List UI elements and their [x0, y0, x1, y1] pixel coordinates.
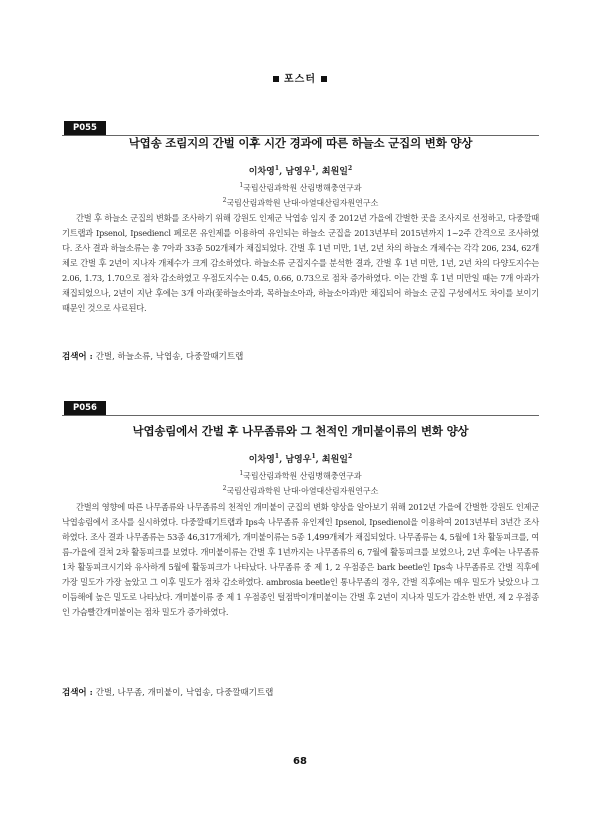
affiliation-sup: 1 — [239, 470, 244, 477]
article-abstract — [62, 211, 539, 316]
article-affiliations — [62, 468, 539, 498]
page-number: 68 — [293, 756, 307, 767]
article-code-badge: P056 — [64, 401, 106, 415]
author-name: 최원일 — [321, 167, 349, 177]
affiliation-text: 국립산림과학원 난대·아열대산림자원연구소 — [226, 486, 379, 496]
affiliation-text: 국립산림과학원 산림병해충연구과 — [243, 471, 362, 481]
affiliation — [62, 180, 539, 195]
author-name: 남영우 — [285, 167, 312, 177]
square-bullet-icon — [273, 76, 279, 82]
article-keywords: 검색어 : 간벌, 나무좀, 개미붙이, 낙엽송, 다중깔때기트랩 — [62, 688, 274, 698]
article-affiliations — [62, 180, 539, 210]
keywords-label: 검색어 — [62, 352, 87, 362]
author-sup: 2 — [348, 453, 353, 460]
keywords-text: 간벌, 하늘소류, 낙엽송, 다중깔때기트랩 — [95, 352, 244, 362]
affiliation-sup: 2 — [222, 485, 227, 493]
article-title: 낙엽송림에서 간벌 후 나무좀류와 그 천적인 개미붙이류의 변화 양상 — [132, 424, 469, 438]
author-name: 이차영 — [248, 455, 275, 465]
author-name: 최원일 — [321, 455, 349, 465]
author-sup: 1 — [311, 165, 316, 172]
affiliation-sup: 2 — [222, 197, 227, 205]
affiliation-text: 국립산림과학원 산림병해충연구과 — [243, 183, 362, 193]
section-header-label: 포스터 — [284, 74, 316, 85]
author-name: 남영우 — [285, 455, 312, 465]
affiliation — [62, 483, 539, 498]
abstract-paragraph: 간벌의 영향에 따른 나무좀류와 나무좀류의 천적인 개미붙이 군집의 변화 양상을 알아보기 위해 2012년 가을에 간벌한 강원도 인제군 낙엽송림에서 조사를 실시하였다. 다중깔때기트랩과 Ips속 나무좀류 유인제인 Ipsenol, Ipsedienol을 이용하여 2013년부터 3년간 조사하였다. 조사 결과 나무좀류는 53종 46,317개체가, 개미붙이류는 5종 1,499개체가 채집되었다. 나무좀류는 4, 5월에 1차 활동피크를, 여름-가을에 걸쳐 2차 활동피크를 보였다. 개미붙이류는 간벌 후 1년까지는 나무좀류의 6, 7월에 활동피크를 보였으나, 2년 후에는 나무좀류 1차 활동피크시기와 유사하게 5월에 활동피크가 나타났다. 나무좀류 중 제 1, 2 우점종은 bark beetle인 Ips속 나무좀류로 간벌 직후에 가장 밀도가 가장 높았고 그 이후 밀도가 점차 감소하였다. ambrosia beetle인 통나무좀의 경우, 간벌 직후에는 매우 밀도가 낮았으나 그 이듬해에 높은 밀도로 나타났다. 개미붙이류 중 제 1 우점종인 털점박이개미붙이는 간벌 후 2년이 지나자 밀도가 감소한 반면, 제 2 우점종인 가슴빨간개미붙이는 점차 밀도가 증가하였다. — [62, 502, 539, 617]
abstract-paragraph: 간벌 후 하늘소 군집의 변화를 조사하기 위해 강원도 인제군 낙엽송 임지 중 2012년 가을에 간벌한 곳을 조사지로 선정하고, 다중깔때기트랩과 Ipsenol, Ipsediencl 페로몬 유인제를 이용하여 유인되는 하늘소 군집을 2013년부터 2015년까지 1~2주 간격으로 조사하였다. 조사 결과 하늘소류는 총 7아과 33종 502개체가 채집되었다. 간벌 후 1년 미만, 1년, 2년 차의 하늘소 개체수는 각각 206, 234, 62개체로 간벌 후 2년이 지나자 개체수가 크게 감소하였다. 하늘소류 군집지수를 분석한 결과, 간벌 후 1년 미만, 1년, 2년 차의 다양도지수는 2.06, 1.73, 1.70으로 점차 감소하였고 우점도지수는 0.45, 0.66, 0.73으로 점차 증가하였다. 이는 간벌 후 1년 미만일 때는 7개 아과가 채집되었으나, 2년이 지난 후에는 3개 아과(꽃하늘소아과, 목하늘소아과, 하늘소아과)만 채집되어 하늘소 군집 구성에서도 차이를 보이기 때문인 것으로 사료된다. — [62, 213, 539, 313]
author-sup: 1 — [274, 165, 280, 172]
square-bullet-icon — [321, 76, 327, 82]
section-header — [0, 70, 600, 85]
article-authors: 이차영$^1$, 남영우$^1$, 최원일$^2$ — [248, 453, 353, 465]
article-keywords: 검색어 : 간벌, 하늘소류, 낙엽송, 다중깔때기트랩 — [62, 352, 244, 362]
author-sup: 1 — [274, 453, 280, 460]
article-authors: 이차영$^1$, 남영우$^1$, 최원일$^2$ — [248, 165, 353, 177]
article-code-badge: P055 — [64, 121, 106, 135]
author-sup: 2 — [348, 165, 353, 172]
affiliation-text: 국립산림과학원 난대·아열대산림자원연구소 — [226, 198, 379, 208]
affiliation — [62, 468, 539, 483]
author-sup: 1 — [311, 453, 316, 460]
affiliation — [62, 195, 539, 210]
keywords-label: 검색어 — [62, 688, 87, 698]
author-name: 이차영 — [248, 167, 275, 177]
divider — [62, 415, 539, 416]
article-abstract — [62, 500, 539, 620]
keywords-text: 간벌, 나무좀, 개미붙이, 낙엽송, 다중깔때기트랩 — [95, 688, 274, 698]
article-title: 낙엽송 조림지의 간벌 이후 시간 경과에 따른 하늘소 군집의 변화 양상 — [128, 136, 473, 150]
affiliation-sup: 1 — [239, 182, 244, 189]
